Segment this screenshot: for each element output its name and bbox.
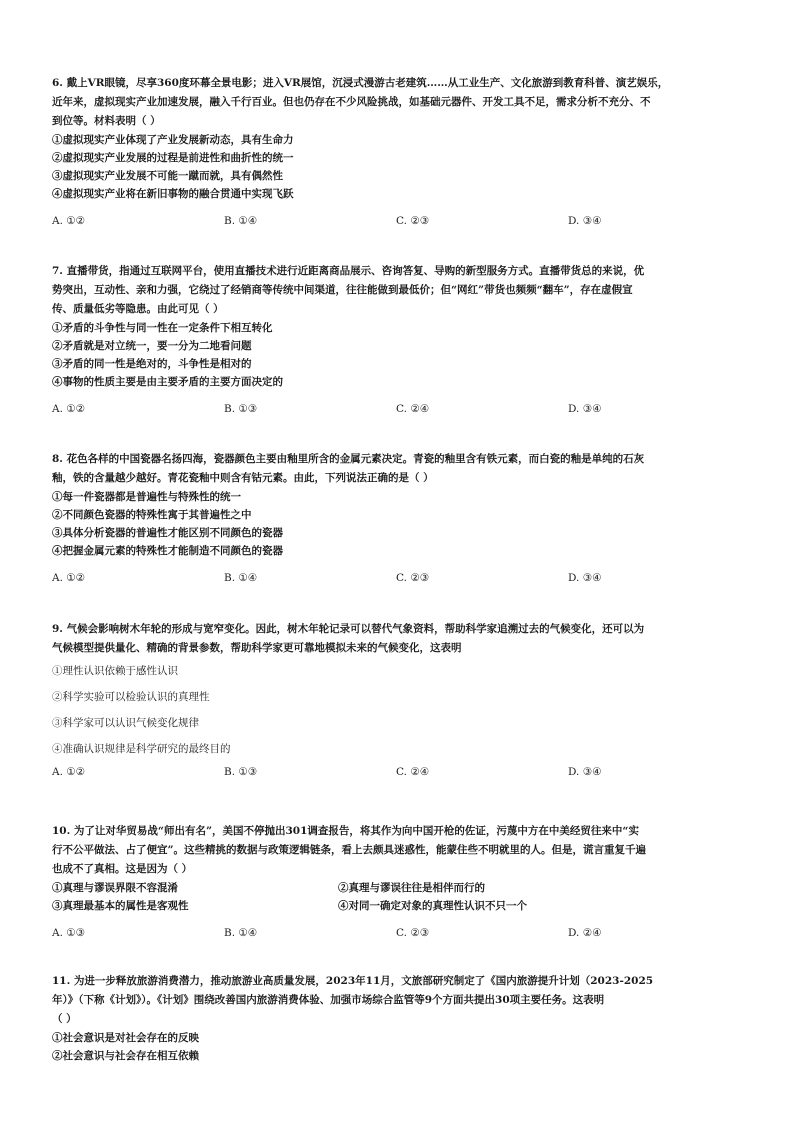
question-10-option-1: ①真理与谬误界限不容混淆 (52, 882, 178, 894)
question-8 (52, 450, 742, 590)
question-9 (52, 620, 742, 784)
question-7-choice-b[interactable]: B. ①③ (224, 403, 258, 415)
question-10-option-2: ②真理与谬误往往是相伴而行的 (338, 882, 485, 894)
question-6-choice-b[interactable]: B. ①④ (224, 215, 258, 227)
question-6-choices (52, 215, 742, 233)
question-8-option-1: ①每一件瓷器都是普遍性与特殊性的统一 (52, 491, 241, 503)
question-7-option-4: ④事物的性质主要是由主要矛盾的主要方面决定的 (52, 376, 283, 388)
question-7-choices (52, 403, 742, 421)
question-10-stem-line-1: 10. 为了让对华贸易战“师出有名”，美国不停抛出301调查报告，将其作为向中国开枪的佐证，污蔑中方在中美经贸往来中“实 (52, 825, 639, 837)
question-7-option-3: ③矛盾的同一性是绝对的，斗争性是相对的 (52, 358, 252, 370)
question-11-stem-line-1: 11. 为进一步释放旅游消费潜力，推动旅游业高质量发展，2023年11月，文旅部研究制定了《国内旅游提升计划（2023-2025 (52, 975, 654, 987)
question-11 (52, 972, 742, 1065)
question-7-stem-line-1: 7. 直播带货，指通过互联网平台，使用直播技术进行近距离商品展示、咨询答复、导购的新型服务方式。直播带货总的来说，优 (52, 265, 645, 277)
question-9-choice-d[interactable]: D. ③④ (568, 766, 602, 778)
question-6-choice-d[interactable]: D. ③④ (568, 215, 602, 227)
question-10 (52, 822, 742, 945)
question-9-option-1: ①理性认识依赖于感性认识 (52, 665, 178, 677)
question-6-choice-a[interactable]: A. ①② (52, 215, 86, 227)
question-10-option-4: ④对同一确定对象的真理性认识不只一个 (338, 900, 527, 912)
question-10-choice-a[interactable]: A. ①③ (52, 927, 86, 939)
question-7-choice-a[interactable]: A. ①② (52, 403, 86, 415)
question-8-choice-a[interactable]: A. ①② (52, 572, 86, 584)
question-6-stem-line-2: 近年来，虚拟现实产业加速发展，融入千行百业。但也仍存在不少风险挑战，如基础元器件、开发工具不足，需求分析不充分、不 (52, 96, 651, 108)
question-10-options-row-2 (52, 897, 742, 915)
question-7-option-2: ②矛盾就是对立统一，要一分为二地看问题 (52, 340, 252, 352)
question-6-option-3: ③虚拟现实产业发展不可能一蹴而就，具有偶然性 (52, 170, 283, 182)
question-10-stem-line-3: 也成不了真相。这是因为（ ） (52, 863, 193, 875)
question-7-choice-d[interactable]: D. ③④ (568, 403, 602, 415)
question-7-stem-line-3: 传、质量低劣等隐患。由此可见（ ） (52, 303, 224, 315)
question-8-choices (52, 572, 742, 590)
question-11-stem-line-3: （ ） (52, 1013, 77, 1025)
question-6-choice-c[interactable]: C. ②③ (396, 215, 430, 227)
question-11-option-2: ②社会意识与社会存在相互依赖 (52, 1050, 199, 1062)
question-8-stem-line-2: 釉，铁的含量越少越好。青花瓷釉中则含有钴元素。由此，下列说法正确的是（ ） (52, 472, 434, 484)
question-7-option-1: ①矛盾的斗争性与同一性在一定条件下相互转化 (52, 322, 273, 334)
question-6-option-1: ①虚拟现实产业体现了产业发展新动态，具有生命力 (52, 134, 294, 146)
question-10-options-row-1 (52, 879, 742, 897)
question-8-stem-line-1: 8. 花色各样的中国瓷器名扬四海，瓷器颜色主要由釉里所含的金属元素决定。青瓷的釉里含有铁元素，而白瓷的釉是单纯的石灰 (52, 453, 645, 465)
question-7-choice-c[interactable]: C. ②④ (396, 403, 430, 415)
question-9-option-2: ②科学实验可以检验认识的真理性 (52, 691, 210, 703)
question-8-option-2: ②不同颜色瓷器的特殊性寓于其普遍性之中 (52, 509, 252, 521)
question-10-stem-line-2: 行不公平做法、占了便宜”。这些精挑的数据与政策逻辑链条，看上去颇具迷惑性，能蒙住些不明就里的人。但是，谎言重复千遍 (52, 844, 647, 856)
question-8-option-4: ④把握金属元素的特殊性才能制造不同颜色的瓷器 (52, 545, 283, 557)
question-6-stem-line-3: 到位等。材料表明（ ） (52, 115, 161, 127)
question-10-choice-d[interactable]: D. ②④ (568, 927, 602, 939)
question-8-choice-d[interactable]: D. ③④ (568, 572, 602, 584)
question-8-option-3: ③具体分析瓷器的普遍性才能区别不同颜色的瓷器 (52, 527, 283, 539)
question-9-choice-c[interactable]: C. ②④ (396, 766, 430, 778)
question-6-option-2: ②虚拟现实产业发展的过程是前进性和曲折性的统一 (52, 152, 294, 164)
question-9-choice-a[interactable]: A. ①② (52, 766, 86, 778)
question-11-option-1: ①社会意识是对社会存在的反映 (52, 1032, 199, 1044)
question-6 (52, 74, 742, 233)
question-10-choice-b[interactable]: B. ①④ (224, 927, 258, 939)
question-8-choice-c[interactable]: C. ②③ (396, 572, 430, 584)
question-6-stem-line-1: 6. 戴上VR眼镜，尽享360度环幕全景电影；进入VR展馆，沉浸式漫游古老建筑……从工业生产、文化旅游到教育科普、演艺娱乐， (52, 77, 669, 89)
question-7 (52, 262, 742, 421)
question-11-stem-line-2: 年）》（下称《计划》）。《计划》围绕改善国内旅游消费体验、加强市场综合监管等9个方面共提出30项主要任务。这表明 (52, 994, 605, 1006)
question-9-choice-b[interactable]: B. ①③ (224, 766, 258, 778)
question-10-choice-c[interactable]: C. ②③ (396, 927, 430, 939)
question-8-choice-b[interactable]: B. ①④ (224, 572, 258, 584)
question-9-option-4: ④准确认识规律是科学研究的最终目的 (52, 743, 231, 755)
question-9-stem-line-1: 9. 气候会影响树木年轮的形成与宽窄变化。因此，树木年轮记录可以替代气象资料，帮助科学家追溯过去的气候变化，还可以为 (52, 623, 645, 635)
question-10-choices (52, 927, 742, 945)
question-9-choices (52, 766, 742, 784)
question-10-option-3: ③真理最基本的属性是客观性 (52, 900, 189, 912)
question-6-option-4: ④虚拟现实产业将在新旧事物的融合贯通中实现飞跃 (52, 188, 294, 200)
question-9-option-3: ③科学家可以认识气候变化规律 (52, 717, 199, 729)
question-7-stem-line-2: 势突出，互动性、亲和力强，它绕过了经销商等传统中间渠道，往往能做到最低价；但“网红”带货也频频“翻车”，存在虚假宣 (52, 284, 633, 296)
question-9-stem-line-2: 气候模型提供量化、精确的背景参数，帮助科学家更可靠地模拟未来的气候变化，这表明 (52, 642, 462, 654)
